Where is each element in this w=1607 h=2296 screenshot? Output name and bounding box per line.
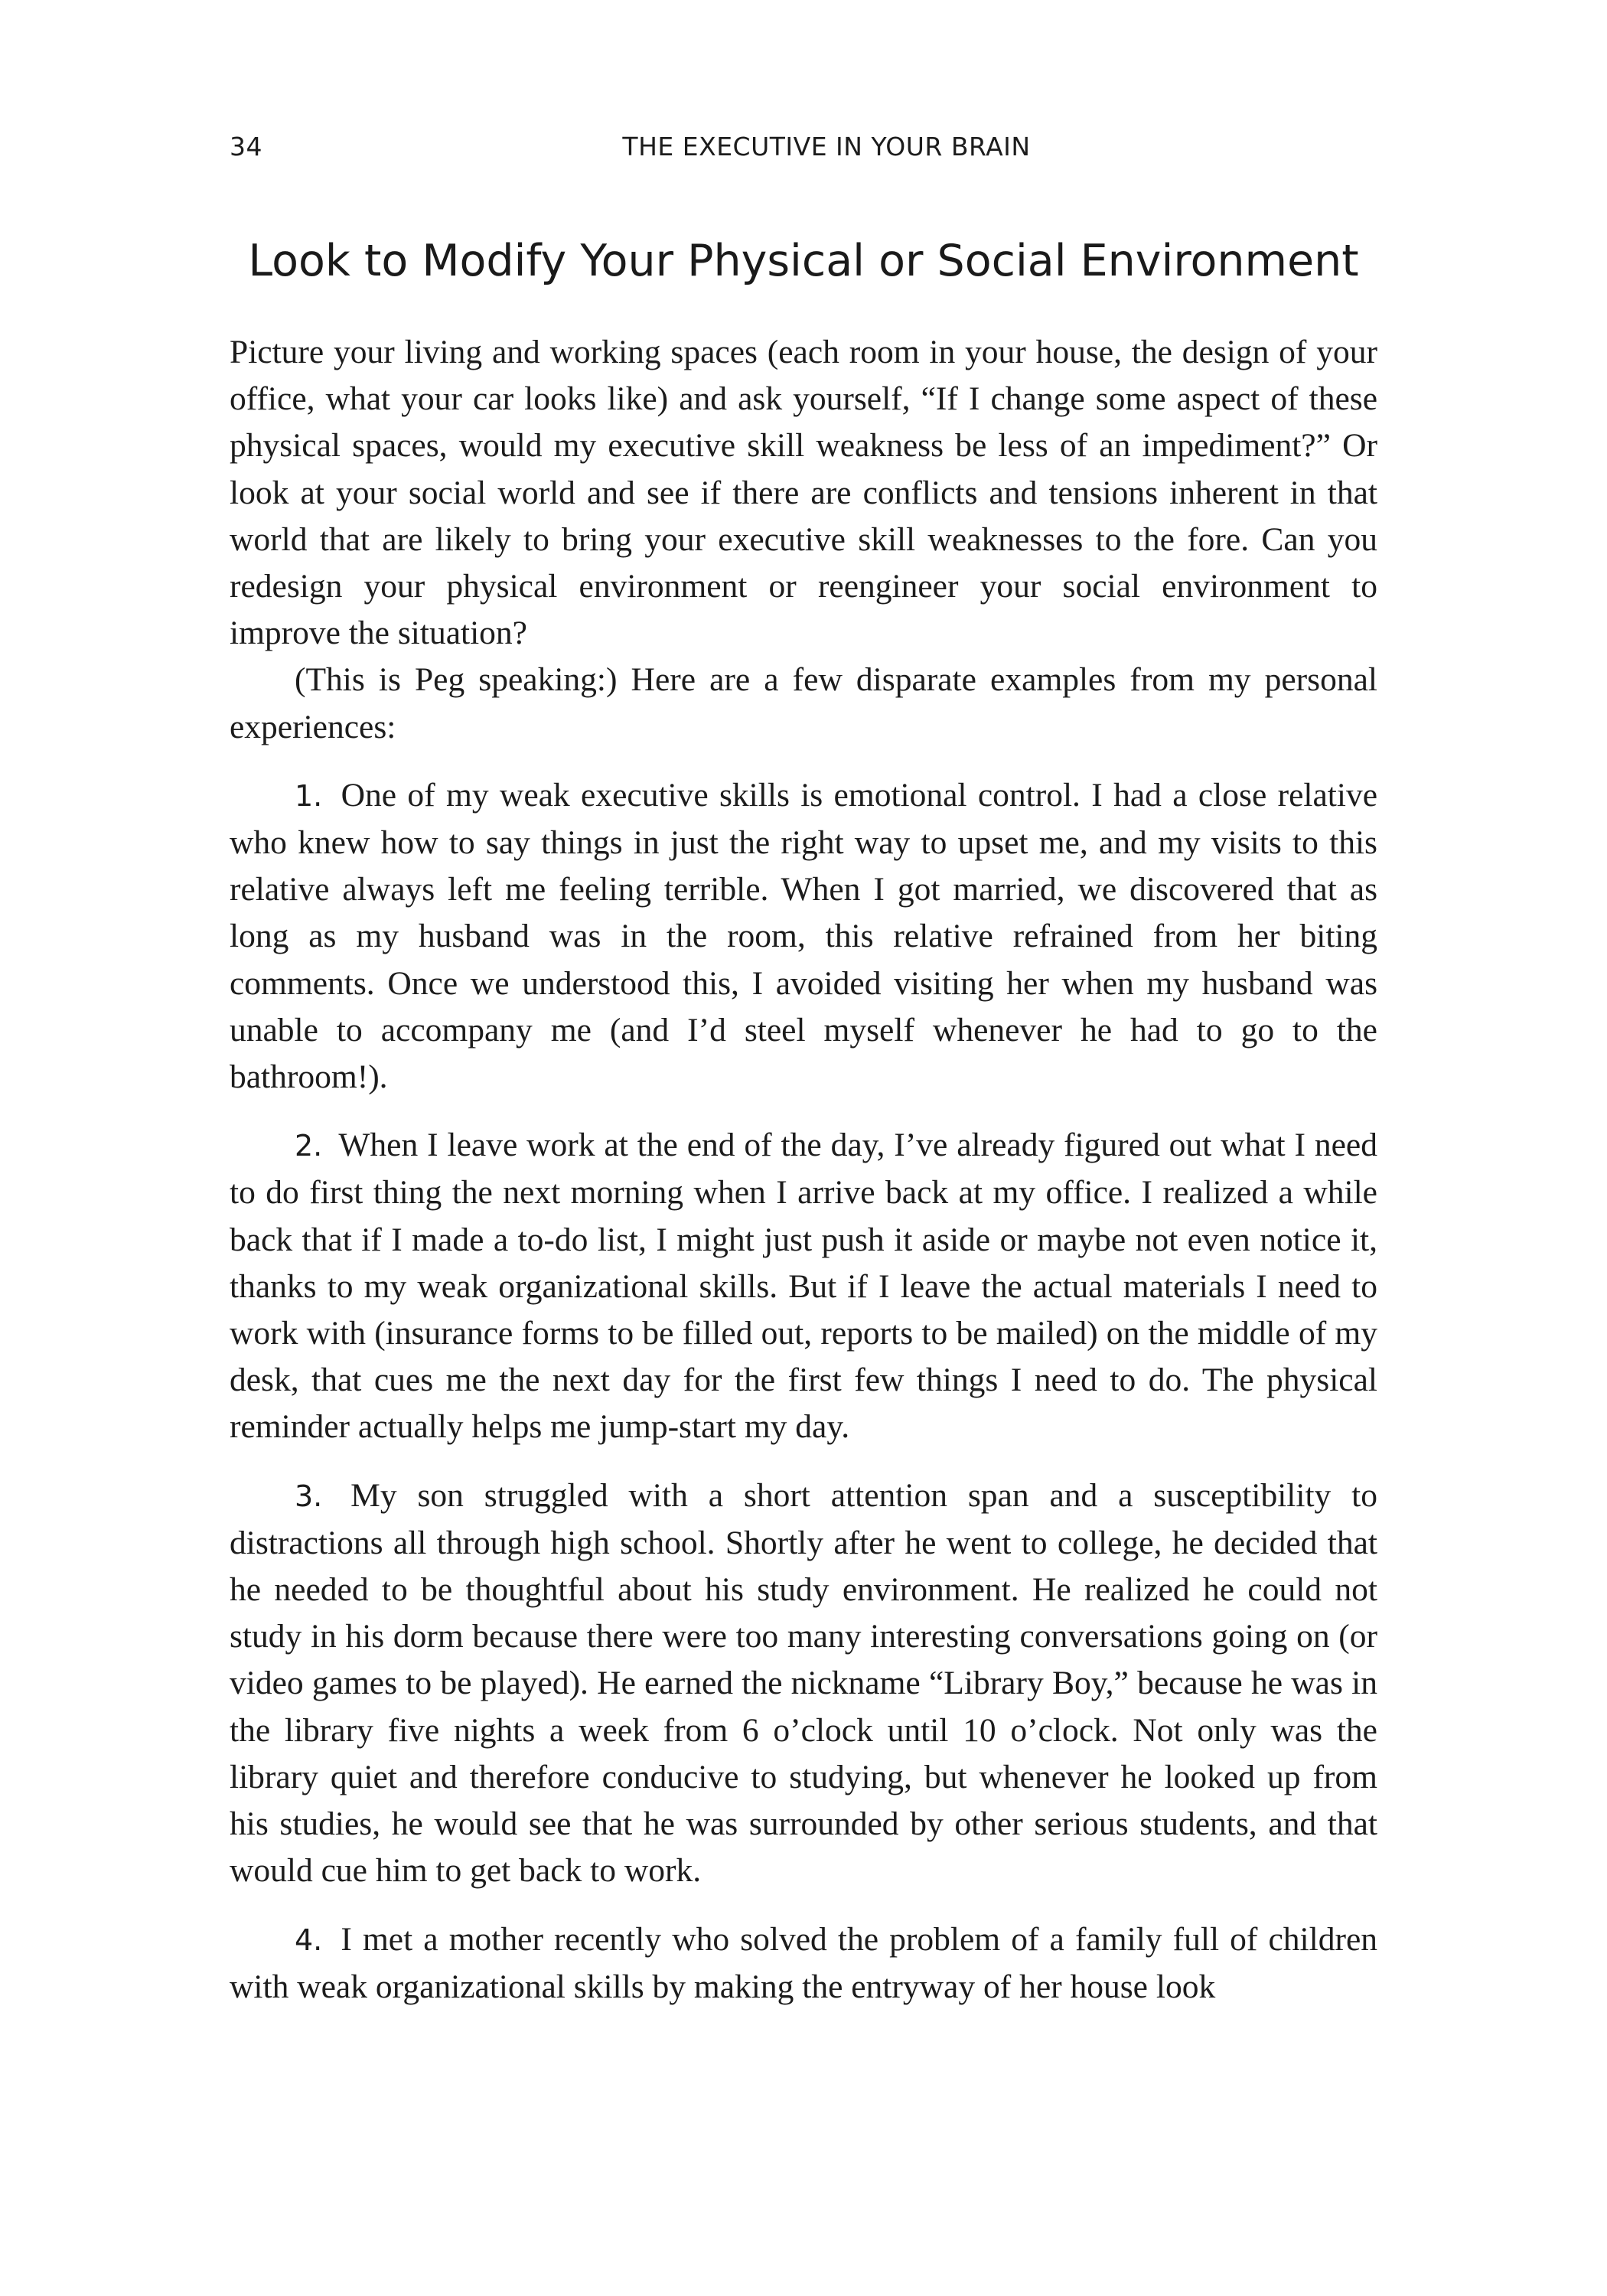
- running-head: [230, 132, 1377, 174]
- running-head-title: THE EXECUTIVE IN YOUR BRAIN: [622, 132, 1031, 161]
- example-number: 1.: [295, 778, 323, 813]
- example-text: I met a mother recently who solved the problem of a family full of children with weak organizational skills by making the entryway of her house look: [230, 1920, 1378, 2005]
- body-text: [230, 329, 1377, 2011]
- intro-paragraph: Picture your living and working spaces (each room in your house, the design of your office, what your car looks like) and ask yourself, “If I change some aspect of these physical spaces, would my executive skill weakness be less of an impediment?” Or look at your social world and see if there are conflicts and tensions inherent in that world that are likely to bring your executive skill weaknesses to the fore. Can you redesign your physical environment or reengineer your social environment to improve the situation?: [230, 334, 1377, 652]
- example-number: 3.: [295, 1479, 323, 1513]
- example-item-3: [230, 1473, 1377, 1895]
- example-text: When I leave work at the end of the day, I’ve already figured out what I need to do first thing the next morning when I arrive back at my office. I realized a while back that if I made a to-do list, I might just push it aside or maybe not even notice it, thanks to my weak organizational skills. But if I leave the actual materials I need to work with (insurance forms to be filled out, reports to be mailed) on the middle of my desk, that cues me the next day for the first few things I need to do. The physical reminder actually helps me jump-start my day.: [230, 1127, 1377, 1446]
- intro-paragraph-peg: (This is Peg speaking:) Here are a few disparate examples from my personal experiences:: [230, 661, 1377, 745]
- example-number: 4.: [295, 1923, 323, 1957]
- page-number: 34: [230, 132, 262, 161]
- example-text: One of my weak executive skills is emotional control. I had a close relative who knew how to say things in just the right way to upset me, and my visits to this relative always left me feeling terrible. When I got married, we discovered that as long as my husband was in the room, this relative refrained from her biting comments. Once we understood this, I avoided visiting her when my husband was unable to accompany me (and I’d steel myself whenever he had to go to the bathroom!).: [230, 776, 1378, 1096]
- section-heading: Look to Modify Your Physical or Social Environment: [248, 236, 1359, 286]
- example-text: My son struggled with a short attention span and a susceptibility to distractions all through high school. Shortly after he went to college, he decided that he needed to be thoughtful about his study environment. He realized he could not study in his dorm because there were too many interesting conversations going on (or video games to be played). He earned the nickname “Library Boy,” because he was in the library five nights a week from 6 o’clock until 10 o’clock. Not only was the library quiet and therefore conducive to studying, but whenever he looked up from his studies, he would see that he was surrounded by other serious students, and that would cue him to get back to work.: [230, 1476, 1377, 1890]
- example-item-4: [230, 1916, 1377, 2011]
- example-number: 2.: [295, 1129, 323, 1163]
- example-item-2: [230, 1122, 1377, 1450]
- example-item-1: [230, 772, 1377, 1101]
